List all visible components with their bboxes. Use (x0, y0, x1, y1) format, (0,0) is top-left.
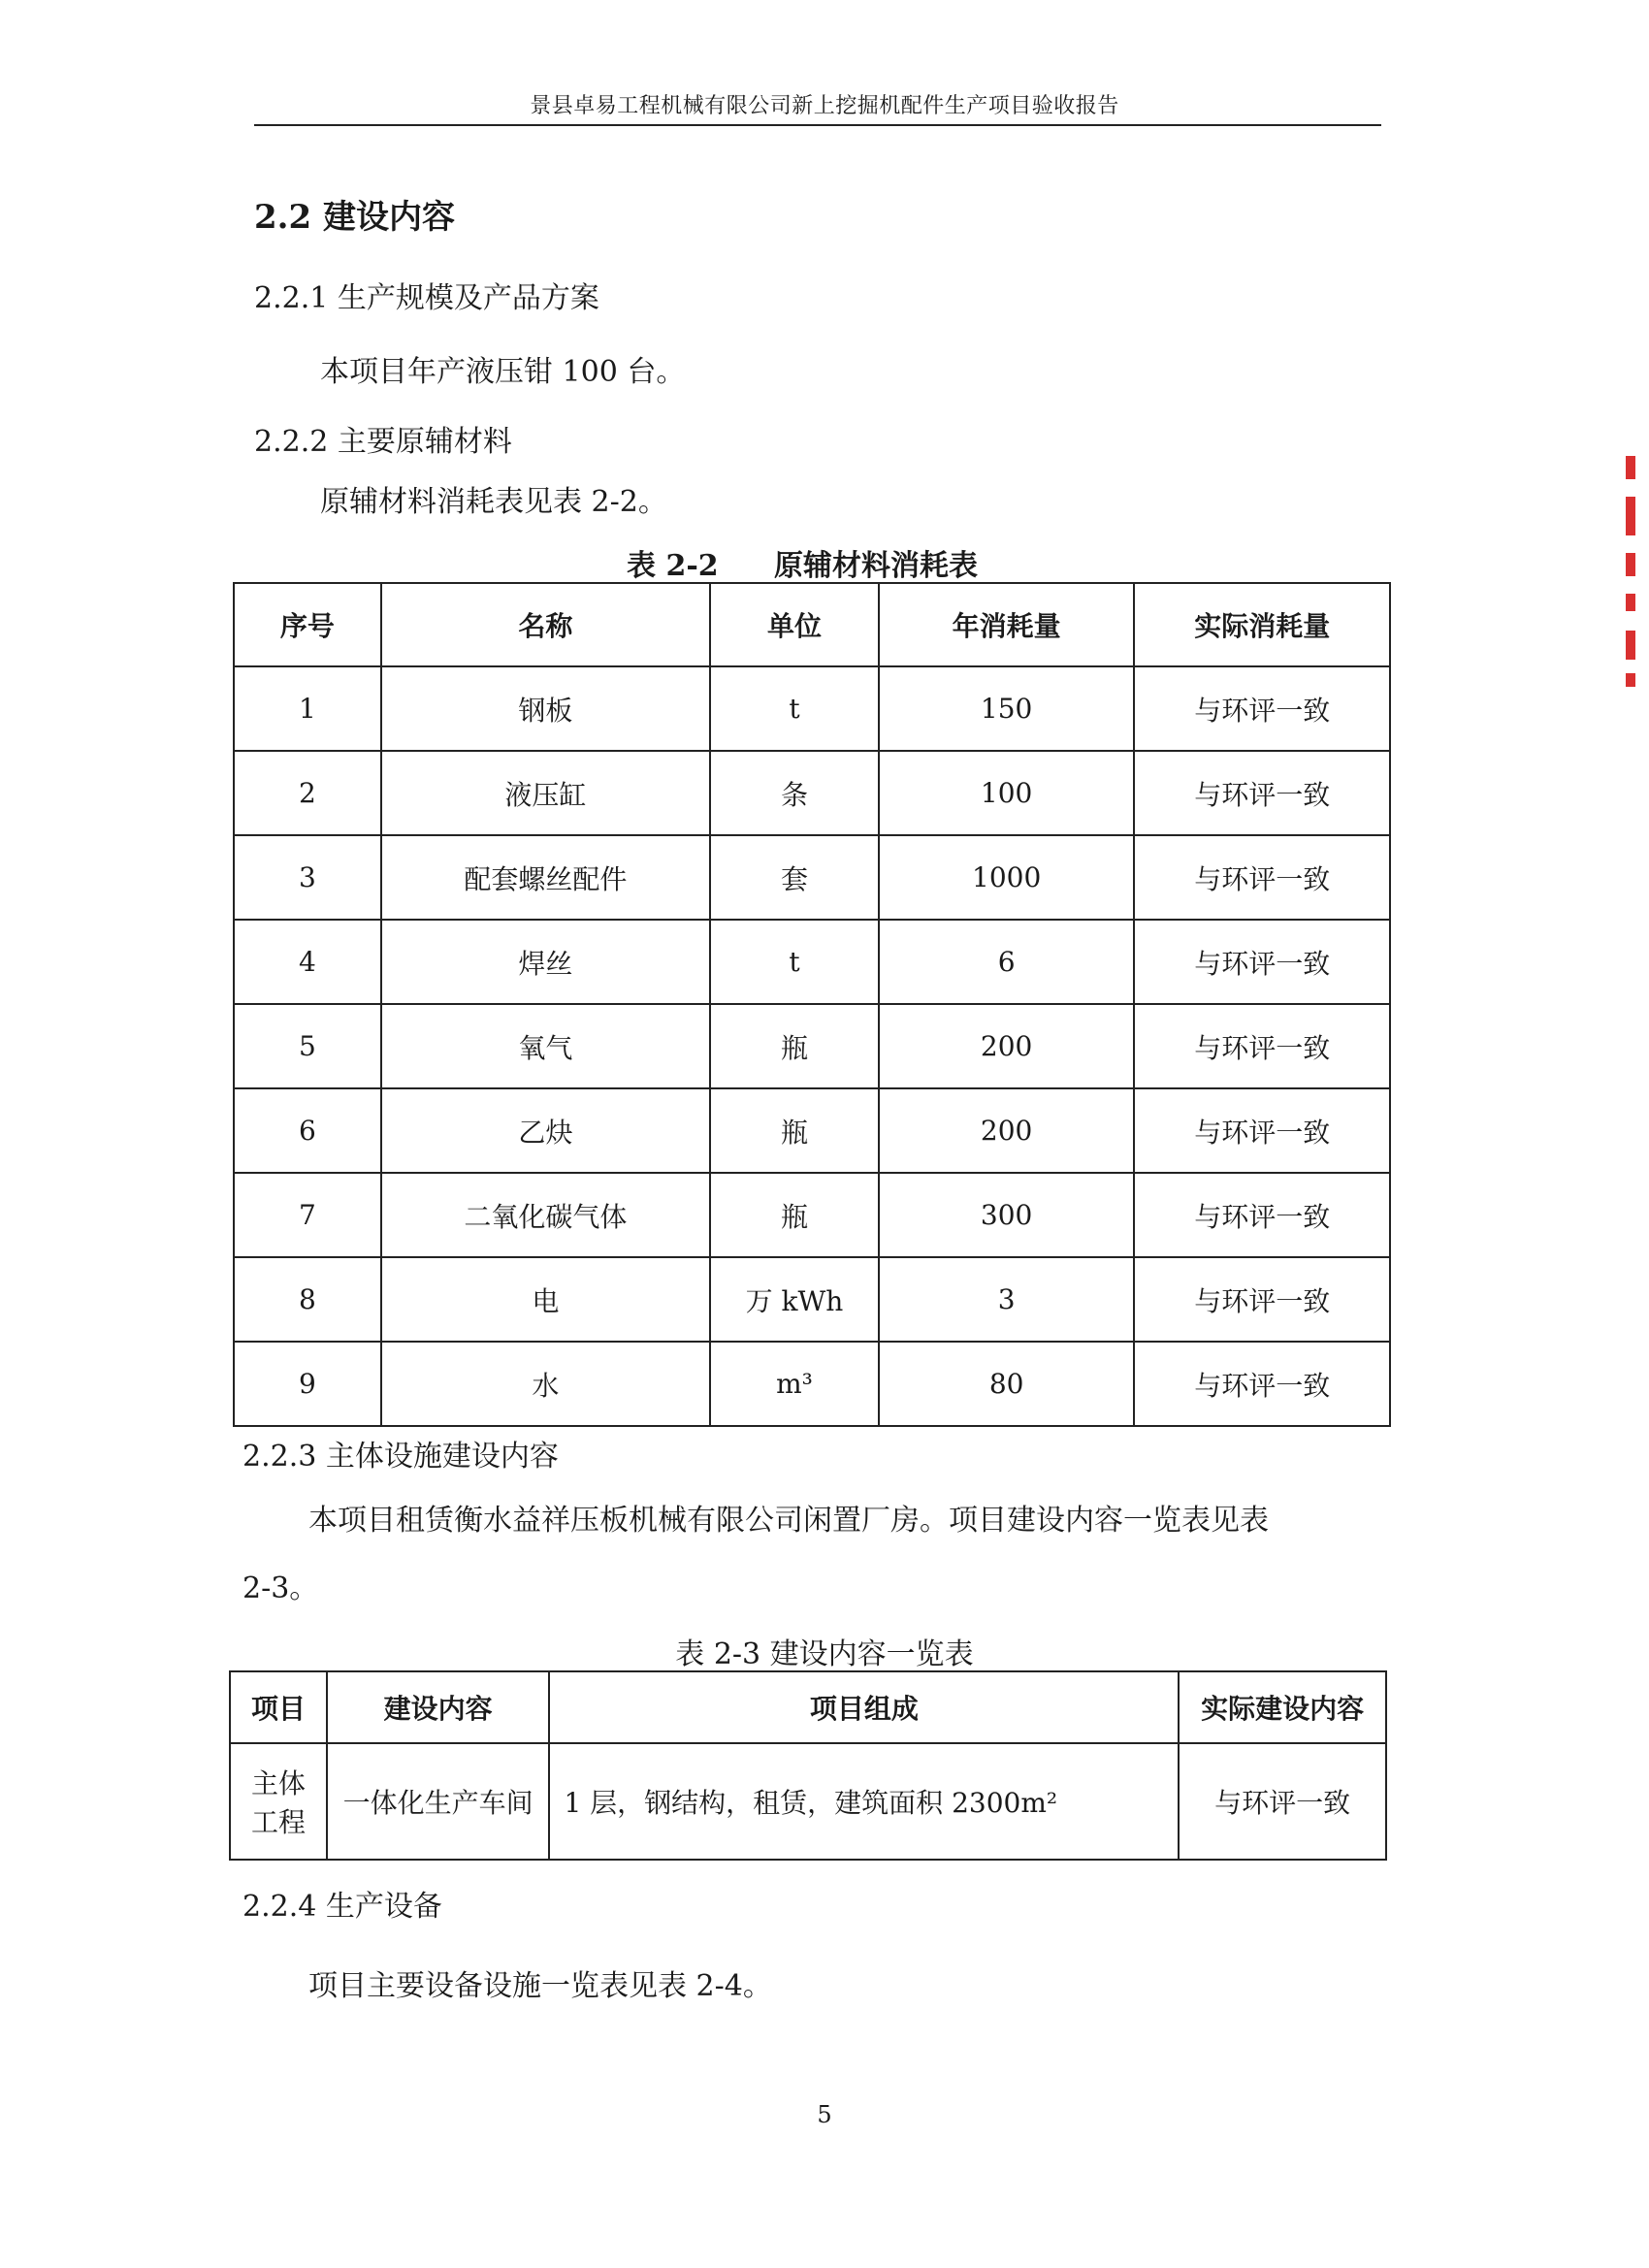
col-header-composition: 项目组成 (549, 1671, 1179, 1743)
seal-edge-mark (1626, 673, 1635, 687)
table-cell-col-annual: 100 (879, 751, 1135, 835)
table-cell-col-annual: 150 (879, 666, 1135, 751)
table-cell-col-actual: 与环评一致 (1134, 1088, 1390, 1173)
table-cell-col-item: 主体工程 (230, 1743, 327, 1860)
col-header-unit: 单位 (710, 583, 879, 666)
subsection-heading-2-2-3: 2.2.3 主体设施建设内容 (242, 1440, 559, 1474)
table-cell-col-unit: 条 (710, 751, 879, 835)
table-cell-col-name: 乙炔 (381, 1088, 710, 1173)
table-cell-col-name: 二氧化碳气体 (381, 1173, 710, 1257)
table-cell-col-index: 5 (234, 1004, 381, 1088)
construction-table-body (230, 1671, 1386, 1860)
table-cell-col-name: 液压缸 (381, 751, 710, 835)
table-cell-col-index: 4 (234, 920, 381, 1004)
table-header-row (230, 1671, 1386, 1743)
construction-table (229, 1670, 1387, 1861)
section-heading: 2.2 建设内容 (254, 198, 455, 237)
running-header: 景县卓易工程机械有限公司新上挖掘机配件生产项目验收报告 (530, 94, 1119, 118)
table-cell-col-unit: 瓶 (710, 1004, 879, 1088)
header-rule (254, 124, 1381, 126)
table-header-row (234, 583, 1390, 666)
table-row (234, 835, 1390, 920)
table-cell-col-index: 8 (234, 1257, 381, 1342)
table-row (234, 1088, 1390, 1173)
paragraph-facilities-line2: 2-3。 (242, 1571, 319, 1605)
paragraph-equipment-ref: 项目主要设备设施一览表见表 2-4。 (308, 1969, 772, 2003)
table-row (234, 1173, 1390, 1257)
table-cell-col-name: 钢板 (381, 666, 710, 751)
table-cell-col-unit: t (710, 920, 879, 1004)
col-header-item: 项目 (230, 1671, 327, 1743)
col-header-name: 名称 (381, 583, 710, 666)
table-cell-col-actual: 与环评一致 (1134, 835, 1390, 920)
table-cell-col-unit: 瓶 (710, 1173, 879, 1257)
table-cell-col-name: 水 (381, 1342, 710, 1426)
subsection-heading-2-2-1: 2.2.1 生产规模及产品方案 (254, 281, 599, 315)
page-number: 5 (817, 2101, 832, 2128)
col-header-index: 序号 (234, 583, 381, 666)
subsection-heading-2-2-4: 2.2.4 生产设备 (242, 1890, 442, 1924)
table-cell-col-name: 配套螺丝配件 (381, 835, 710, 920)
table-cell-col-composition: 1 层，钢结构，租赁，建筑面积 2300m² (549, 1743, 1179, 1860)
subsection-heading-2-2-2: 2.2.2 主要原辅材料 (254, 425, 512, 459)
table-row (234, 1257, 1390, 1342)
table-cell-col-unit: 万 kWh (710, 1257, 879, 1342)
table-cell-col-unit: 套 (710, 835, 879, 920)
table-cell-col-annual: 3 (879, 1257, 1135, 1342)
seal-edge-mark (1626, 553, 1635, 576)
table-cell-col-actual: 与环评一致 (1134, 920, 1390, 1004)
table-cell-col-construction: 一体化生产车间 (327, 1743, 550, 1860)
table-cell-col-actual: 与环评一致 (1134, 751, 1390, 835)
table-cell-col-annual: 1000 (879, 835, 1135, 920)
table-row (234, 666, 1390, 751)
paragraph-facilities-line1: 本项目租赁衡水益祥压板机械有限公司闲置厂房。项目建设内容一览表见表 (308, 1504, 1269, 1538)
paragraph-materials-ref: 原辅材料消耗表见表 2-2。 (320, 485, 667, 519)
col-header-construction: 建设内容 (327, 1671, 550, 1743)
table-cell-col-index: 3 (234, 835, 381, 920)
table-cell-col-actual: 与环评一致 (1134, 1257, 1390, 1342)
seal-edge-mark (1626, 497, 1635, 535)
table-cell-col-index: 7 (234, 1173, 381, 1257)
table-row (234, 920, 1390, 1004)
table-cell-col-unit: 瓶 (710, 1088, 879, 1173)
table-2-3-caption: 表 2-3 建设内容一览表 (675, 1637, 974, 1671)
table-cell-col-unit: t (710, 666, 879, 751)
table-row (230, 1743, 1386, 1860)
table-cell-col-name: 电 (381, 1257, 710, 1342)
table-cell-col-annual: 200 (879, 1004, 1135, 1088)
table-2-2-caption-number: 表 2-2 (627, 549, 719, 583)
table-cell-col-index: 2 (234, 751, 381, 835)
seal-edge-mark (1626, 594, 1635, 611)
col-header-actual-consumption: 实际消耗量 (1134, 583, 1390, 666)
table-cell-col-index: 9 (234, 1342, 381, 1426)
col-header-annual-consumption: 年消耗量 (879, 583, 1135, 666)
table-cell-col-actual: 与环评一致 (1179, 1743, 1386, 1860)
table-cell-col-annual: 6 (879, 920, 1135, 1004)
table-cell-col-name: 氧气 (381, 1004, 710, 1088)
table-cell-col-actual: 与环评一致 (1134, 1004, 1390, 1088)
table-cell-col-unit: m³ (710, 1342, 879, 1426)
seal-edge-mark (1626, 456, 1635, 479)
col-header-actual-construction: 实际建设内容 (1179, 1671, 1386, 1743)
materials-table (233, 582, 1391, 1427)
table-row (234, 751, 1390, 835)
table-cell-col-actual: 与环评一致 (1134, 666, 1390, 751)
table-cell-col-annual: 80 (879, 1342, 1135, 1426)
seal-edge-mark (1626, 631, 1635, 660)
table-row (234, 1342, 1390, 1426)
table-cell-col-annual: 200 (879, 1088, 1135, 1173)
table-cell-col-actual: 与环评一致 (1134, 1173, 1390, 1257)
table-cell-col-index: 1 (234, 666, 381, 751)
materials-table-body (234, 583, 1390, 1426)
table-cell-col-name: 焊丝 (381, 920, 710, 1004)
table-2-2-caption-title: 原辅材料消耗表 (774, 549, 978, 583)
table-row (234, 1004, 1390, 1088)
table-cell-col-annual: 300 (879, 1173, 1135, 1257)
paragraph-production-scale: 本项目年产液压钳 100 台。 (320, 355, 686, 389)
table-cell-col-index: 6 (234, 1088, 381, 1173)
table-cell-col-actual: 与环评一致 (1134, 1342, 1390, 1426)
